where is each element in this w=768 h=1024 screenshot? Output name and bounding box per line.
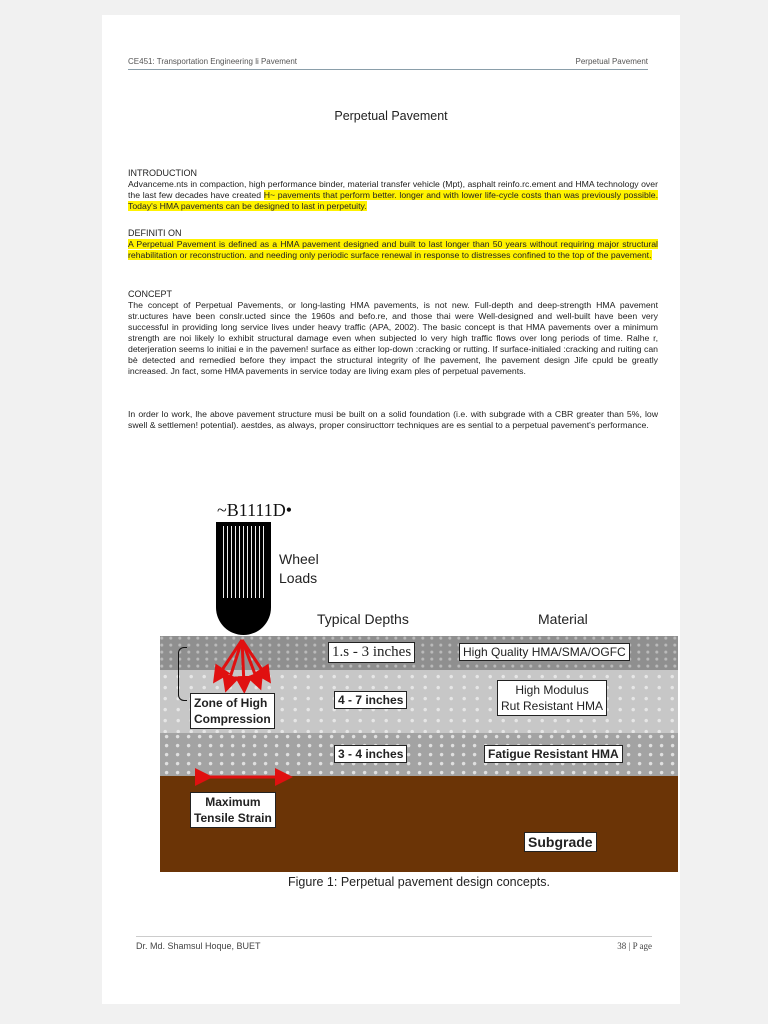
depth-intermediate-label: 4 - 7 inches xyxy=(334,691,407,709)
introduction-section xyxy=(128,168,658,212)
subgrade-label: Subgrade xyxy=(524,832,597,852)
foundation-text: In order lo work, lhe above pavement structure musi be built on a solid foundation (i.e. with subgrade with a CBR greater than 5%, low swell & settlemen! potential). aestdes, as always, proper consiructtorr techniques are es sential to a perpetual pavement's performance. xyxy=(128,409,658,430)
introduction-highlight: H~ pavements that perform better. longer and with lower life-cycle costs than was previously possible. Today's HMA pavements can be designed to last in perpetuity. xyxy=(128,190,658,211)
depth-base-label: 3 - 4 inches xyxy=(334,745,407,763)
wheel-loads-label: Wheel Loads xyxy=(279,551,319,586)
concept-text: The concept of Perpetual Pavements, or long-lasting HMA pavements, is not new. Full-depth and deep-strength HMA pavement str.uctures have been conslr.ucted since the 1960s and befo.re, and those thai were Well-designed and well-built have been very successful in providing long service lives under heavy traffic (APA, 2002). The basic concept is that HMA pavements over a minimum strength are noi likely lo exhibit structural damage even when subjected lo very high traffic flows over long periods of time. Ralhe r, deterjeration seems lo initiai e in the pavemen! surface as either lop-down :cracking or rutting. If surface-initialed :cracking and ruiting can bè detected and remedied before they impact the structural integrity of lhe pavement, lhe pavement design Jife cpuld be greatly increased. Jn fact, some HMA pavements in service today are living exam ples of perpetual pavements. xyxy=(128,300,658,376)
introduction-text: Advanceme.nts in compaction, high performance binder, material transfer vehicle (Mpt), asphalt reinfo.rc.ement and HMA technology over the last few decades have created xyxy=(128,179,658,200)
running-header xyxy=(128,57,648,70)
figure-caption: Figure 1: Perpetual pavement design concepts. xyxy=(288,875,550,889)
definition-text: A Perpetual Pavement is defined as a HMA pavement designed and built to last longer than 50 years without requiring major structural rehabilitation or reconstruction. and needing only periodic surface renewal in response to distresses confined to the top of the pavement. xyxy=(128,239,658,260)
header-topic: Perpetual Pavement xyxy=(575,57,648,66)
definition-section xyxy=(128,228,658,261)
introduction-heading: INTRODUCTION xyxy=(128,168,197,178)
concept-heading: CONCEPT xyxy=(128,289,173,299)
material-header: Material xyxy=(538,611,588,627)
tensile-strain-label: Maximum Tensile Strain xyxy=(190,792,276,828)
zone-compression-label: Zone of High Compression xyxy=(190,693,275,729)
footer-author: Dr. Md. Shamsul Hoque, BUET xyxy=(136,941,261,951)
typical-depths-header: Typical Depths xyxy=(317,611,409,627)
material-surface-label: High Quality HMA/SMA/OGFC xyxy=(459,643,630,661)
header-course: CE451: Transportation Engineering li Pavement xyxy=(128,57,297,66)
depth-surface-label: 1.s - 3 inches xyxy=(328,642,415,663)
material-base-label: Fatigue Resistant HMA xyxy=(484,745,623,763)
wheel-hub: ~B1111D• xyxy=(217,500,293,520)
pavement-figure xyxy=(160,490,680,889)
foundation-paragraph xyxy=(128,409,658,431)
definition-heading: DEFINITI ON xyxy=(128,228,182,238)
document-page xyxy=(102,15,680,1004)
page-number: 38 | P age xyxy=(617,941,652,951)
material-intermediate-label: High Modulus Rut Resistant HMA xyxy=(497,680,607,716)
page-title: Perpetual Pavement xyxy=(334,109,448,123)
concept-section xyxy=(128,289,658,377)
page-footer xyxy=(136,936,652,951)
